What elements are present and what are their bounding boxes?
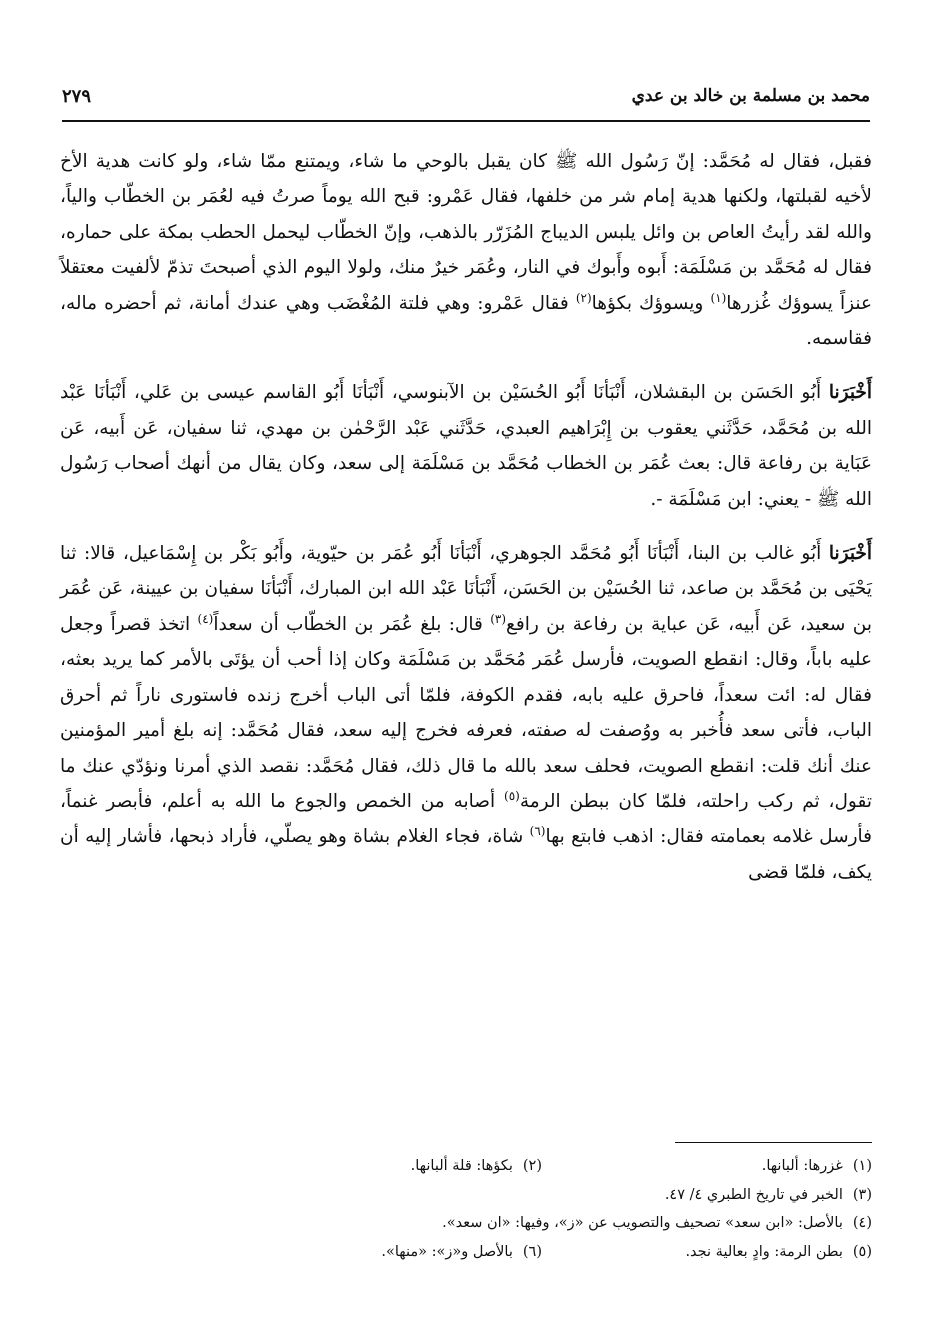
footnote-rule bbox=[675, 1142, 872, 1143]
paragraph-lead: أَخْبَرَنا bbox=[828, 543, 872, 565]
footnote-number: (١) bbox=[852, 1158, 872, 1174]
footnote bbox=[212, 1238, 542, 1267]
footnote bbox=[212, 1152, 542, 1181]
footnote-text: غزرها: ألبانها. bbox=[761, 1158, 843, 1174]
footnote-text: بطن الرمة: وادٍ بعالية نجد. bbox=[685, 1243, 843, 1260]
paragraph-2 bbox=[60, 375, 872, 517]
footnote-text: بالأصل: «ابن سعد» تصحيف والتصويب عن «ز»، وفيها: «ان سعد». bbox=[442, 1215, 843, 1231]
footnote-ref: (٤) bbox=[197, 611, 214, 626]
paragraph-text: أَبُو غالب بن البنا، أَنْبَأنَا أَبُو مُحَمَّد الجوهري، أَنْبَأنَا أَبُو عُمَر بن حيّوية، وأَبُو بَكْر بن إِسْمَاعيل، قالا: ثنا يَحْيَى بن مُحَمَّد بن صاعد، ثنا الحُسَيْن بن الحَسَن، أَنْبَأنَا عَبْد الله ابن المبارك، أَنْبَأنَا سفيان بن عيينة، عَن عُمَر بن سعيد، عَن أَبيه، عَن عباية بن رفاعة بن رافع bbox=[60, 543, 873, 635]
paragraph-1 bbox=[60, 144, 872, 356]
paragraph-text: فقبل، فقال له مُحَمَّد: إنّ رَسُول الله ﷺ كان يقبل بالوحي ما شاء، ويمتنع ممّا شاء، ولو كانت هدية الأخ لأخيه لقبلتها، ولكنها هدية إمام شر من خلفها، فقال عَمْرو: قبح الله يوماً صرتُ فيه لعُمَر بن الخطّاب والياً، والله لقد رأيتُ العاص بن وائل يلبس الديباج المُزَرّر بالذهب، وإنّ الخطّاب ليحمل الحطب بمكة على حماره، فقال له مُحَمَّد بن مَسْلَمَة: أَبوه وأَبوك في النار، وعُمَر خيرٌ منك، ولولا اليوم الذي أصبحتَ تذمّ لألفيت معتقلاً عنزاً يسوؤك غُزرها bbox=[60, 151, 872, 314]
footnote-text: الخبر في تاريخ الطبري ٤/ ٤٧. bbox=[664, 1186, 843, 1203]
paragraph-text: أَبُو الحَسَن بن البقشلان، أَنْبَأنَا أَبُو الحُسَيْن بن الآبنوسي، أَنْبَأنَا أَبُو القاسم عيسى بن عَلي، أَنْبَأنَا عَبْد الله بن مُحَمَّد، حَدَّثَني يعقوب بن إِبْرَاهيم العبدي، حَدَّثَني عَبْد الرَّحْمٰن بن مهدي، ثنا سفيان، عَن أَبيه، عَن عَبَاية بن رفاعة قال: بعث عُمَر بن الخطاب مُحَمَّد بن مَسْلَمَة إلى سعد، وكان يقال من أنهك أصحاب رَسُول الله ﷺ - يعني: ابن مَسْلَمَة -. bbox=[60, 382, 872, 510]
footnotes bbox=[60, 1152, 872, 1266]
footnote-number: (٣) bbox=[852, 1186, 872, 1203]
paragraph-text: شاة، فجاء الغلام بشاة وهو يصلّي، فأراد ذبحها، فأشار إليه أن يكف، فلمّا قضى bbox=[60, 826, 872, 883]
footnote-ref: (١) bbox=[710, 290, 727, 305]
footnote bbox=[542, 1152, 872, 1181]
footnote-ref: (٥) bbox=[504, 788, 520, 803]
footnote-ref: (٢) bbox=[575, 290, 592, 305]
page-number: ٢٧٩ bbox=[62, 86, 92, 107]
paragraph-3 bbox=[60, 536, 872, 890]
footnote bbox=[542, 1238, 872, 1267]
paragraph-text: فقال عَمْرو: وهي فلتة المُغْضَب وهي عندك أمانة، ثم أحضره ماله، فقاسمه. bbox=[60, 292, 872, 350]
main-text bbox=[60, 144, 872, 909]
footnote-text: بكؤها: قلة ألبانها. bbox=[410, 1158, 513, 1174]
footnote-row bbox=[60, 1238, 872, 1267]
footnote-ref: (٣) bbox=[490, 611, 507, 626]
footnote-number: (٦) bbox=[522, 1243, 542, 1260]
footnote-number: (٥) bbox=[852, 1243, 872, 1260]
footnote bbox=[542, 1181, 872, 1210]
header-rule bbox=[62, 120, 870, 122]
paragraph-text: أصابه من الخمص والجوع ما الله به أعلم، فأبصر غنماً، فأرسل غلامه بعمامته فقال: اذهب فابتع بها bbox=[60, 790, 872, 848]
footnote-number: (٤) bbox=[852, 1215, 872, 1231]
paragraph-text: ويسوؤك بكؤها bbox=[591, 292, 711, 314]
footnote-row bbox=[60, 1209, 872, 1238]
footnote-ref: (٦) bbox=[529, 824, 546, 839]
running-header bbox=[62, 82, 870, 118]
paragraph-text: قال: بلغ عُمَر بن الخطّاب أن سعداً bbox=[213, 613, 491, 635]
footnote-row bbox=[60, 1152, 872, 1181]
footnote-text: بالأصل و«ز»: «منها». bbox=[381, 1243, 513, 1260]
footnote-row bbox=[60, 1181, 872, 1210]
footnote-number: (٢) bbox=[522, 1158, 542, 1174]
paragraph-lead: أَخْبَرَنا bbox=[828, 382, 872, 404]
paragraph-text: اتخذ قصراً وجعل عليه باباً، وقال: انقطع الصويت، فأرسل عُمَر مُحَمَّد بن مَسْلَمَة وكان إذا أحب أن يؤتَى بالأمر كما يريد بعثه، فقال له: ائت سعداً، فاحرق عليه بابه، فقدم الكوفة، فلمّا أتى الباب أخرج زنده فاستورى ناراً ثم أحرق الباب، فأتى سعد فأُخبر به ووُصفت له صفته، فعرفه فخرج إليه سعد، فقال مُحَمَّد: إنه بلغ أمير المؤمنين عنك أنك قلت: انقطع الصويت، فحلف سعد بالله ما قال ذلك، فقال مُحَمَّد: نقصد الذي أمرنا ونؤدّي عنك ما تقول، ثم ركب راحلته، فلمّا كان ببطن الرمة bbox=[60, 613, 873, 812]
footnote bbox=[442, 1209, 872, 1238]
header-title: محمد بن مسلمة بن خالد بن عدي bbox=[631, 86, 870, 106]
